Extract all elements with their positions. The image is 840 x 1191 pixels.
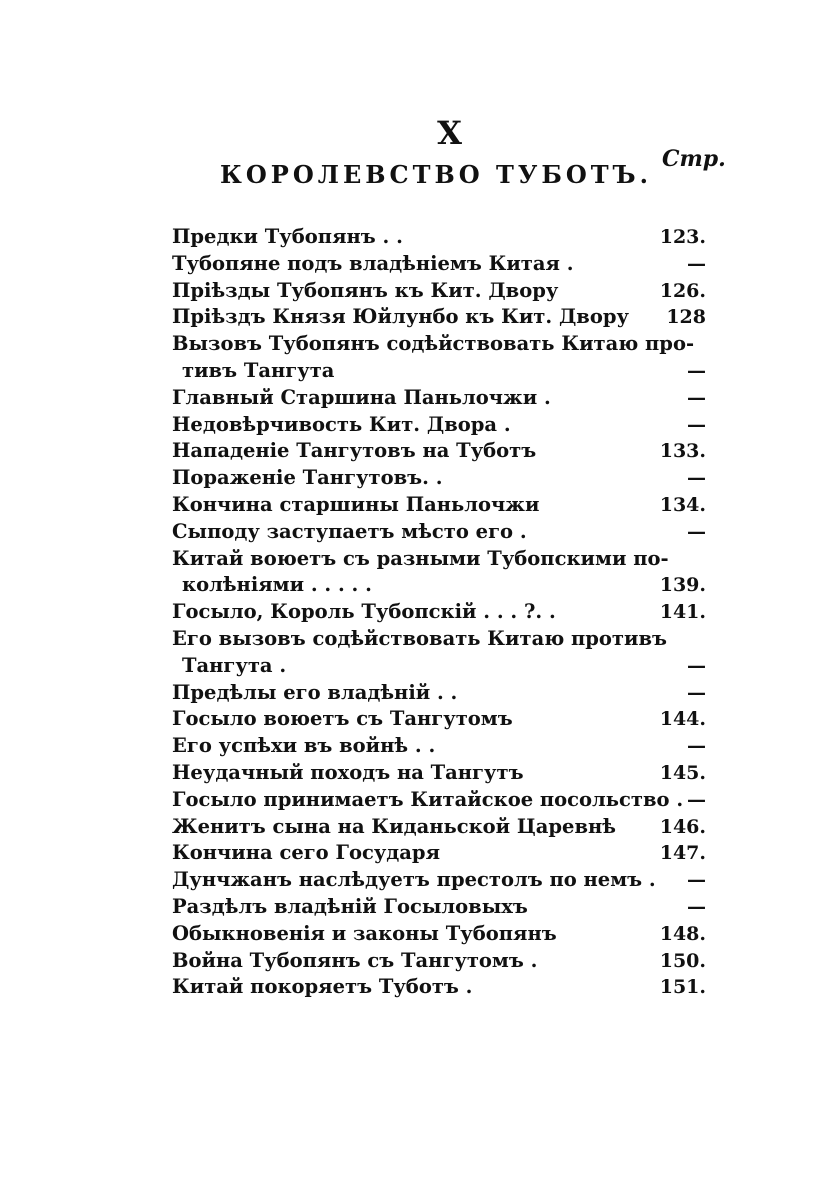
toc-entry-text: Женитъ сына на Киданьской Царевнѣ [172, 814, 616, 838]
toc-entry-text: Сыподу заступаетъ мѣсто его . [172, 519, 527, 543]
toc-entry [172, 760, 712, 787]
toc-entry-text: Обыкновенія и законы Тубопянъ [172, 921, 557, 945]
toc-entry [172, 867, 712, 894]
toc-entry [172, 680, 712, 707]
toc-entry-text: Его вызовъ содѣйствовать Китаю противъ [172, 626, 667, 650]
toc-entry [172, 224, 712, 251]
toc-entry-text: Тангута . [182, 653, 287, 677]
toc-entry [172, 840, 712, 867]
toc-entry [172, 412, 712, 439]
toc-entry [172, 546, 712, 573]
toc-entry-text: тивъ Тангута [182, 358, 335, 382]
toc-entry-text: Госыло принимаетъ Китайское посольство . [172, 787, 684, 811]
toc-entry [172, 787, 712, 814]
toc-entry-text: Дунчжанъ наслѣдуетъ престолъ по немъ . [172, 868, 656, 892]
toc-entry-page: — [687, 467, 706, 490]
toc-entry-text: Пріѣзды Тубопянъ къ Кит. Двору [172, 278, 559, 302]
toc-entry [172, 733, 712, 760]
toc-entry-text: Вызовъ Тубопянъ содѣйствовать Китаю про- [172, 332, 695, 356]
toc-entry-page: — [687, 359, 706, 382]
toc-entry-page: — [687, 413, 706, 436]
toc-entry-page: — [687, 869, 706, 892]
toc-entry [172, 974, 712, 1001]
toc-entry-text: Китай покоряетъ Туботъ . [172, 975, 473, 999]
toc-entry [172, 706, 712, 733]
chapter-numeral: X [437, 114, 463, 152]
toc-entry-text: Китай воюетъ съ разными Тубопскими по- [172, 546, 669, 570]
toc-entry [172, 814, 712, 841]
page-column-label: Стр. [662, 146, 726, 172]
toc-entry [172, 304, 712, 331]
toc-entry-page: 150. [659, 949, 706, 972]
toc-entry-text: Раздѣлъ владѣній Госыловыхъ [172, 894, 528, 918]
toc-entry [172, 599, 712, 626]
toc-entry [172, 653, 712, 680]
toc-entry-text: Его успѣхи въ войнѣ . . [172, 734, 436, 758]
toc-entry-text: Госыло воюетъ съ Тангутомъ [172, 707, 513, 731]
toc-entry [172, 331, 712, 358]
toc-entry-page: 146. [659, 815, 706, 838]
toc-entry-page: 134. [659, 493, 706, 516]
toc-entry-page: — [687, 520, 706, 543]
toc-entry-text: Кончина сего Государя [172, 841, 440, 865]
toc-entry-page: 144. [659, 708, 706, 731]
toc-entry [172, 492, 712, 519]
toc-entry-text: колѣніями . . . . . [182, 573, 372, 597]
toc-entry-page: 139. [659, 574, 706, 597]
toc-entry-text: Нападеніе Тангутовъ на Туботъ [172, 439, 537, 463]
toc-entry [172, 278, 712, 305]
toc-entry [172, 894, 712, 921]
toc-entry-page: 145. [659, 761, 706, 784]
toc-entry-text: Пораженіе Тангутовъ. . [172, 466, 443, 490]
toc-entry-page: 126. [659, 279, 706, 302]
toc-entry-page: — [687, 895, 706, 918]
toc-entry-page: 147. [659, 842, 706, 865]
toc-entry [172, 251, 712, 278]
toc-entry-page: — [687, 654, 706, 677]
toc-entry [172, 358, 712, 385]
toc-entry-text: Недовѣрчивость Кит. Двора . [172, 412, 511, 436]
section-title: КОРОЛЕВСТВО ТУБОТЪ. [220, 160, 652, 189]
toc-entry-text: Пріѣздъ Князя Юйлунбо къ Кит. Двору [172, 305, 629, 329]
toc-entry-text: Тубопяне подъ владѣніемъ Китая . [172, 251, 574, 275]
toc-entry-text: Предки Тубопянъ . . [172, 225, 403, 248]
toc-entry-page: 148. [659, 922, 706, 945]
toc-entry [172, 519, 712, 546]
toc-entry-text: Предѣлы его владѣній . . [172, 680, 458, 704]
table-of-contents [172, 224, 712, 1001]
toc-entry-page: 151. [659, 976, 706, 999]
toc-entry-page: 123. [659, 226, 706, 248]
toc-entry-text: Главный Старшина Паньлочжи . [172, 385, 551, 409]
toc-entry-page: — [687, 681, 706, 704]
toc-entry-text: Война Тубопянъ съ Тангутомъ . [172, 948, 538, 972]
toc-entry [172, 385, 712, 412]
toc-entry [172, 465, 712, 492]
toc-entry-page: 141. [659, 601, 706, 624]
toc-entry [172, 626, 712, 653]
toc-entry [172, 921, 712, 948]
toc-entry-page: — [687, 788, 706, 811]
toc-entry-page: 133. [659, 440, 706, 463]
toc-entry [172, 572, 712, 599]
toc-entry-page: 128 [666, 306, 706, 329]
toc-entry-page: — [687, 386, 706, 409]
toc-entry [172, 948, 712, 975]
toc-entry-page: — [687, 735, 706, 758]
toc-entry-text: Госыло, Король Тубопскій . . . ?. . [172, 600, 556, 624]
toc-entry-text: Кончина старшины Паньлочжи [172, 492, 540, 516]
toc-entry-page: — [687, 252, 706, 275]
toc-entry-text: Неудачный походъ на Тангутъ [172, 760, 524, 784]
toc-entry [172, 438, 712, 465]
